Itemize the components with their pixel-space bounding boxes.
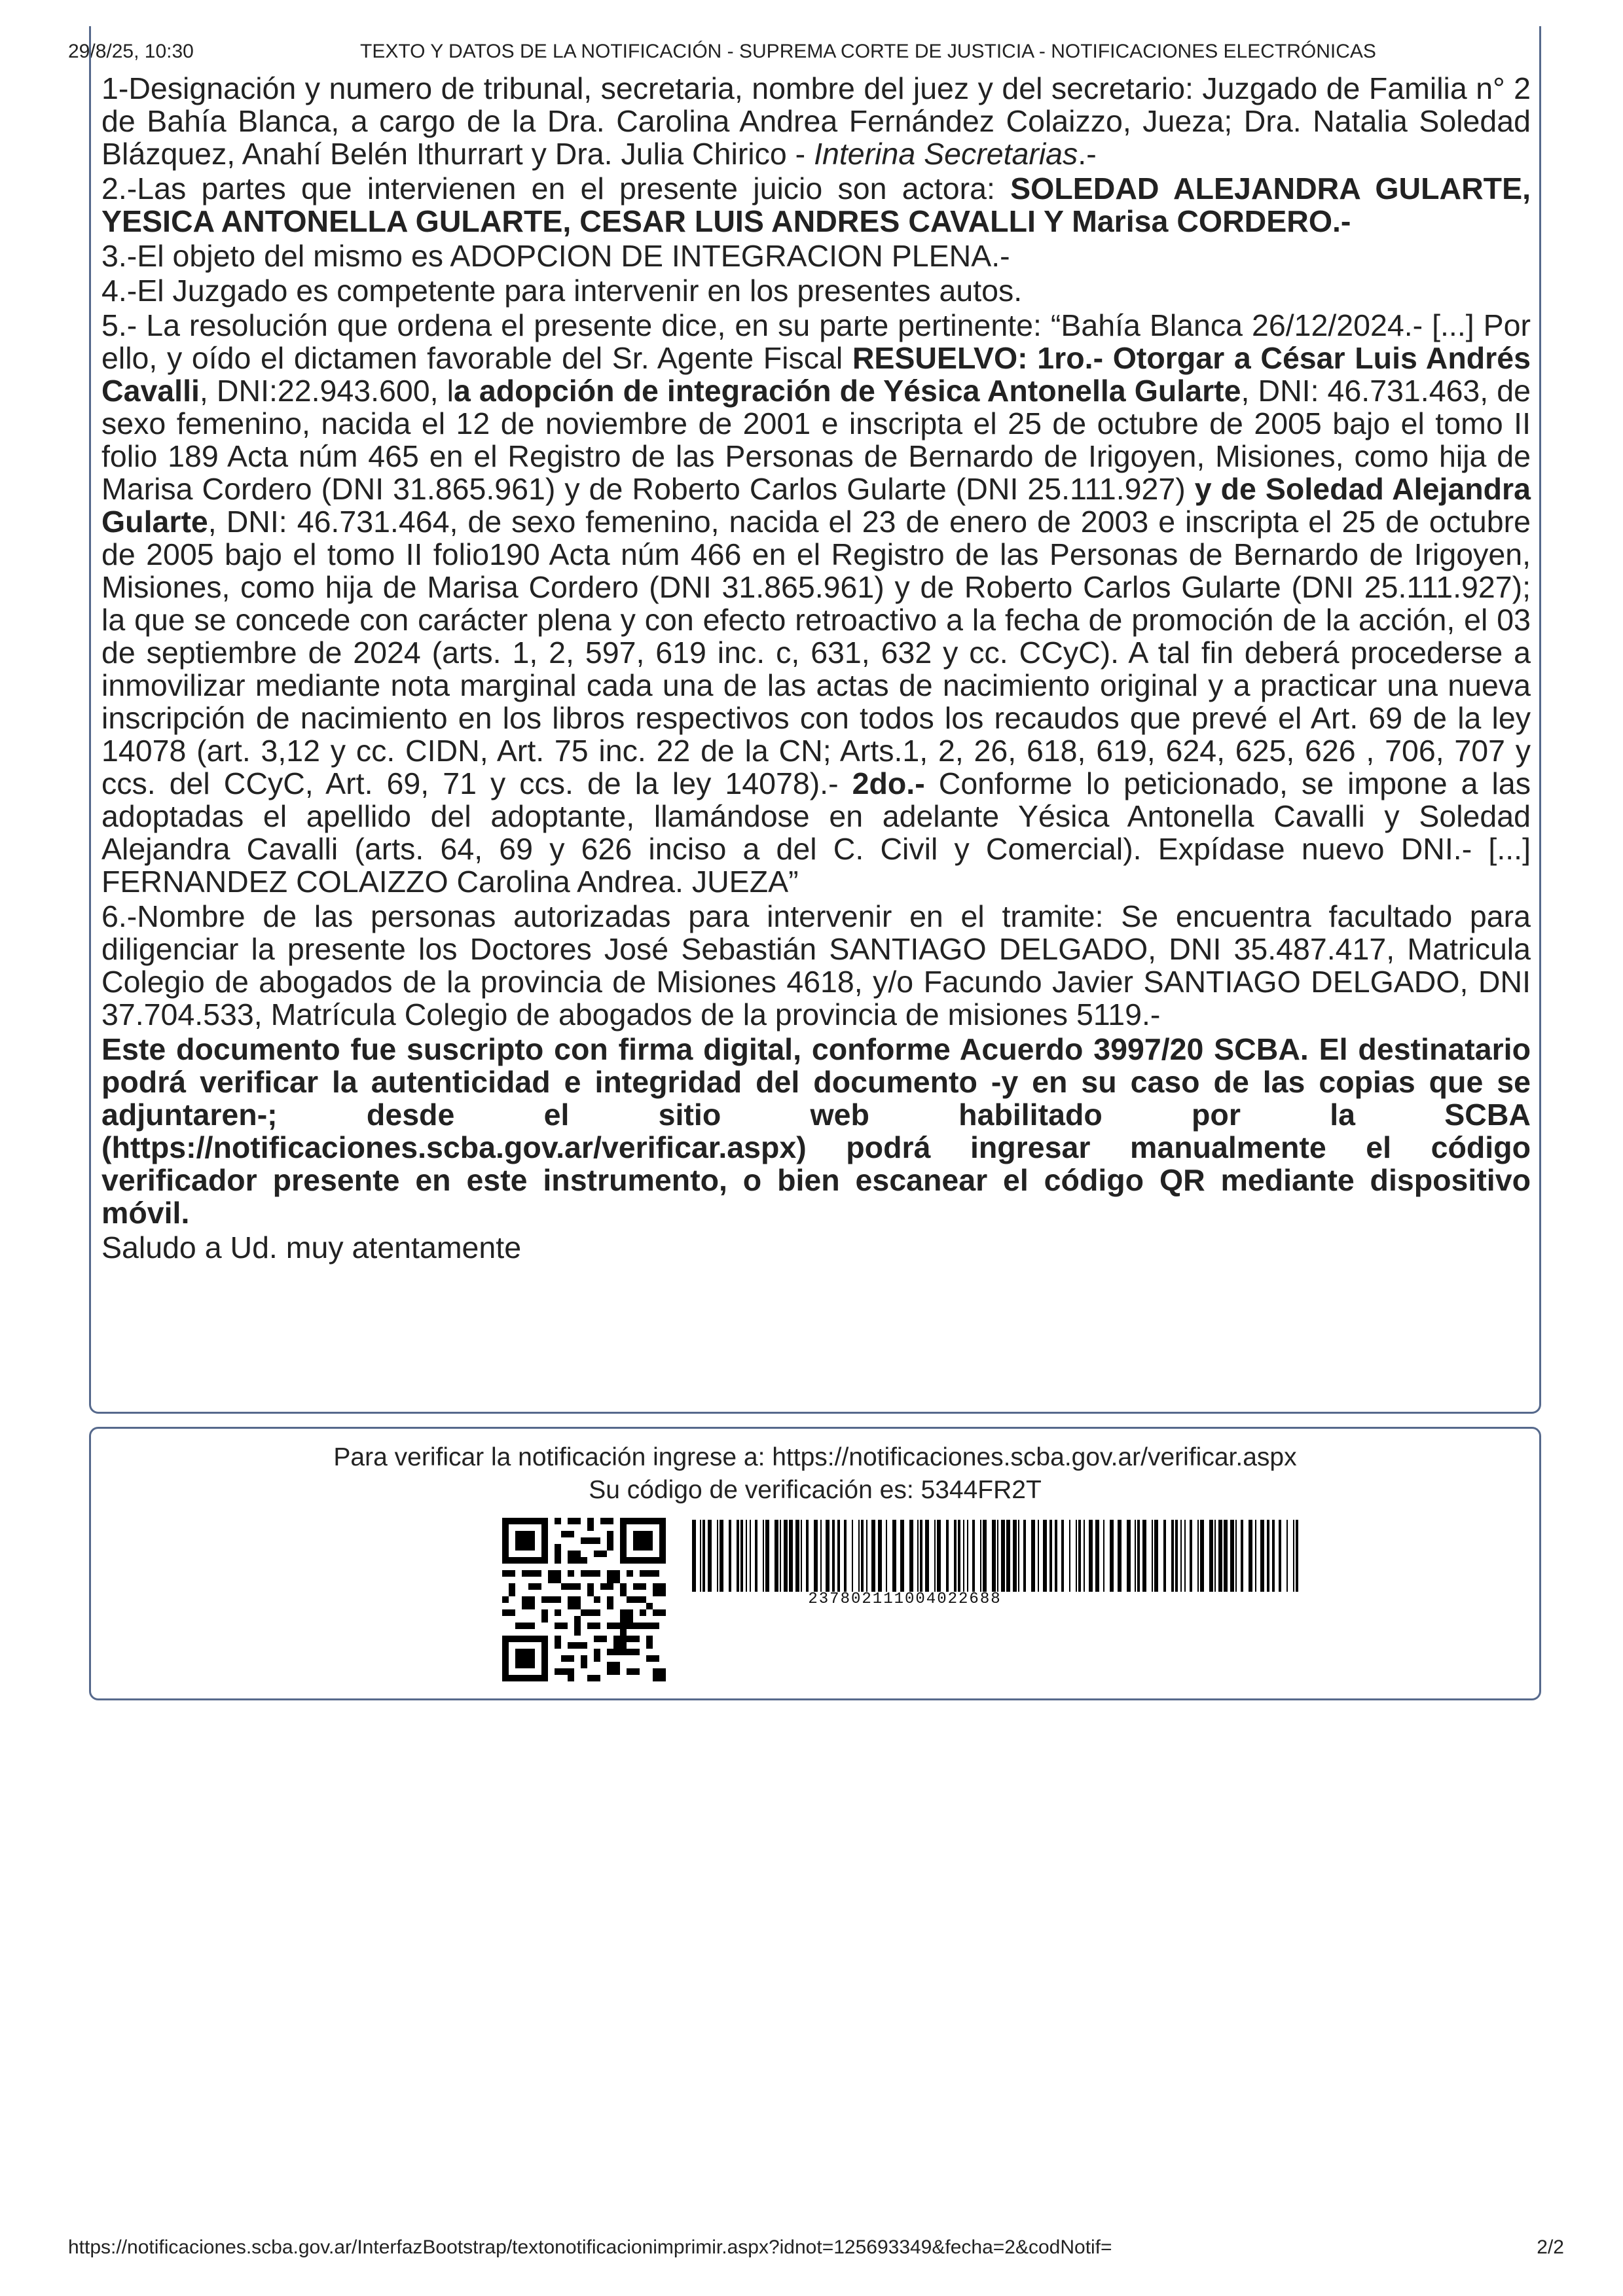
qr-code-icon (502, 1518, 666, 1681)
footer-url: https://notificaciones.scba.gov.ar/InterfazBootstrap/textonotificacionimprimir.aspx?idnot=125693349&fecha=2&codNotif= (68, 2236, 1112, 2258)
paragraph-digital-signature: Este documento fue suscripto con firma digital, conforme Acuerdo 3997/20 SCBA. El destinatario podrá verificar la autenticidad e integridad del documento -y en su caso de las copias que se adjuntaren-; desde el sitio web habilitado por la SCBA (https://notificaciones.scba.gov.ar/verificar.aspx) podrá ingresar manualmente el código verificador presente en este instrumento, o bien escanear el código QR mediante dispositivo móvil. (101, 1032, 1531, 1230)
print-header-title: TEXTO Y DATOS DE LA NOTIFICACIÓN - SUPREMA CORTE DE JUSTICIA - NOTIFICACIONES ELECTRÓNICAS (360, 41, 1376, 62)
verification-url-text: Para verificar la notificación ingrese a: https://notificaciones.scba.gov.ar/verificar.aspx (333, 1443, 1297, 1471)
verification-code-text: Su código de verificación es: 5344FR2T (589, 1476, 1042, 1504)
parties-names: SOLEDAD ALEJANDRA GULARTE, YESICA ANTONELLA GULARTE, CESAR LUIS ANDRES CAVALLI Y Marisa CORDERO.- (101, 171, 1531, 238)
paragraph-authorized: 6.-Nombre de las personas autorizadas para intervenir en el tramite: Se encuentra facultado para diligenciar la presente los Doctores José Sebastián SANTIAGO DELGADO, DNI 35.487.417, Matricula Colegio de abogados de la provincia de Misiones 4618, y/o Facundo Javier SANTIAGO DELGADO, DNI 37.704.533, Matrícula Colegio de abogados de la provincia de misiones 5119.- (101, 899, 1531, 1031)
paragraph-resolution: 5.- La resolución que ordena el presente dice, en su parte pertinente: “Bahía Blanca 26/12/2024.- [...] Por ello, y oído el dictamen favorable del Sr. Agente Fiscal RESUELVO: 1ro.- Otorgar a César Luis Andrés Cavalli, DNI:22.943.600, la adopción de integración de Yésica Antonella Gularte, DNI: 46.731.463, de sexo femenino, nacida el 12 de noviembre de 2001 e inscripta el 25 de octubre de 2005 bajo el tomo II folio 189 Acta núm 465 en el Registro de las Personas de Bernardo de Irigoyen, Misiones, como hija de Marisa Cordero (DNI 31.865.961) y de Roberto Carlos Gularte (DNI 25.111.927) y de Soledad Alejandra Gularte, DNI: 46.731.464, de sexo femenino, nacida el 23 de enero de 2003 e inscripta el 25 de octubre de 2005 bajo el tomo II folio190 Acta núm 466 en el Registro de las Personas de Bernardo de Irigoyen, Misiones, como hija de Marisa Cordero (DNI 31.865.961) y de Roberto Carlos Gularte (DNI 25.111.927); la que se concede con carácter plena y con efecto retroactivo a la fecha de promoción de la acción, el 03 de septiembre de 2024 (arts. 1, 2, 597, 619 inc. c, 631, 632 y cc. CCyC). A tal fin deberá procederse a inmovilizar mediante nota marginal cada una de las actas de nacimiento original y a practicar una nueva inscripción de nacimiento en los libros respectivos con todos los recaudos que prevé el Art. 69 de la ley 14078 (art. 3,12 y cc. CIDN, Art. 75 inc. 22 de la CN; Arts.1, 2, 26, 618, 619, 624, 625, 626 , 706, 707 y ccs. del CCyC, Art. 69, 71 y ccs. de la ley 14078).- 2do.- Conforme lo peticionado, se impone a las adoptadas el apellido del adoptante, llamándose en adelante Yésica Antonella Cavalli y Soledad Alejandra Cavalli (arts. 64, 69 y 626 inciso a del C. Civil y Comercial). Expídase nuevo DNI.- [...] FERNANDEZ COLAIZZO Carolina Andrea. JUEZA” (101, 308, 1531, 899)
notification-content (101, 72, 1531, 1266)
barcode-icon (692, 1520, 1301, 1592)
print-datetime: 29/8/25, 10:30 (68, 41, 194, 62)
paragraph-object: 3.-El objeto del mismo es ADOPCION DE INTEGRACION PLENA.- (101, 239, 1010, 273)
paragraph-parties: 2.-Las partes que intervienen en el presente juicio son actora: SOLEDAD ALEJANDRA GULARTE, YESICA ANTONELLA GULARTE, CESAR LUIS ANDRES CAVALLI Y Marisa CORDERO.- (101, 171, 1531, 238)
closing-greeting: Saludo a Ud. muy atentamente (101, 1230, 522, 1265)
paragraph-designation: 1-Designación y numero de tribunal, secretaria, nombre del juez y del secretario: Juzgado de Familia n° 2 de Bahía Blanca, a cargo de la Dra. Carolina Andrea Fernández Colaizzo, Jueza; Dra. Natalia Soledad Blázquez, Anahí Belén Ithurrart y Dra. Julia Chirico - Interina Secretarias.- (101, 71, 1531, 171)
page-number: 2/2 (1537, 2236, 1564, 2258)
paragraph-competence: 4.-El Juzgado es competente para intervenir en los presentes autos. (101, 274, 1023, 308)
barcode-number: 237802111004022688 (808, 1590, 1002, 1608)
